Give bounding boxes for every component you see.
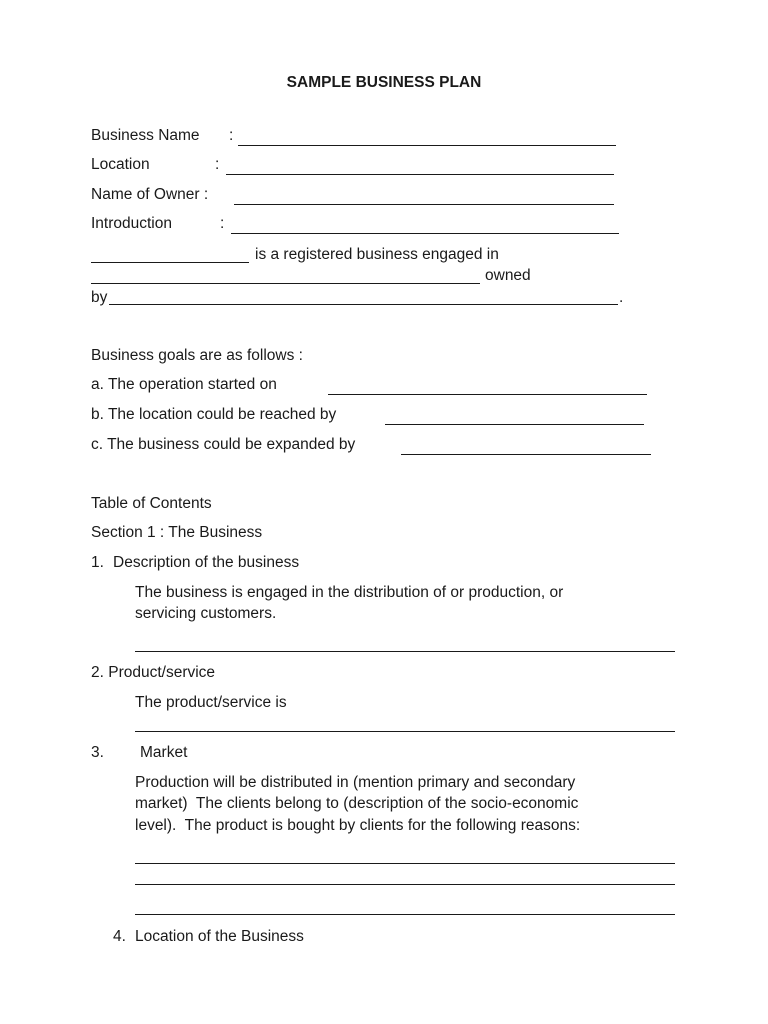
owned-by-blank[interactable] <box>109 304 618 305</box>
item-1-text-line-2: servicing customers. <box>135 605 277 622</box>
item-3-text-line-1: Production will be distributed in (mention primary and secondary <box>135 774 576 791</box>
owner-blank[interactable] <box>234 204 614 205</box>
registered-text: is a registered business engaged in <box>255 246 499 263</box>
item-4-title: Location of the Business <box>135 928 304 945</box>
item-3-blank-3[interactable] <box>135 914 675 915</box>
business-name-blank[interactable] <box>238 145 616 146</box>
goals-heading: Business goals are as follows : <box>91 347 303 364</box>
introduction-colon: : <box>220 215 225 232</box>
item-2-text: The product/service is <box>135 694 287 711</box>
item-1-text-line-1: The business is engaged in the distribution of or production, or <box>135 584 564 601</box>
item-1-number: 1. <box>91 554 104 571</box>
item-3-blank-1[interactable] <box>135 863 675 864</box>
by-text: by <box>91 289 108 306</box>
item-2-title: 2. Product/service <box>91 664 216 681</box>
business-blank[interactable] <box>91 262 249 263</box>
item-3-title: Market <box>140 744 188 761</box>
goal-c-text: c. The business could be expanded by <box>91 436 356 453</box>
business-name-colon: : <box>229 127 234 144</box>
item-1-title: Description of the business <box>113 554 300 571</box>
owned-text: owned <box>485 267 531 284</box>
section-1-heading: Section 1 : The Business <box>91 524 263 541</box>
goal-c-blank[interactable] <box>401 454 651 455</box>
location-blank[interactable] <box>226 174 614 175</box>
business-name-label: Business Name <box>91 127 200 144</box>
introduction-blank[interactable] <box>231 233 619 234</box>
goal-a-blank[interactable] <box>328 394 647 395</box>
goal-b-blank[interactable] <box>385 424 644 425</box>
document-title: SAMPLE BUSINESS PLAN <box>286 74 482 91</box>
engaged-in-blank[interactable] <box>91 283 480 284</box>
item-2-blank[interactable] <box>135 731 675 732</box>
item-4-number: 4. <box>113 928 126 945</box>
owner-label: Name of Owner : <box>91 186 209 203</box>
goal-a-text: a. The operation started on <box>91 376 277 393</box>
item-3-number: 3. <box>91 744 104 761</box>
item-3-blank-2[interactable] <box>135 884 675 885</box>
toc-heading: Table of Contents <box>91 495 212 512</box>
intro-period: . <box>619 289 624 306</box>
location-colon: : <box>215 156 220 173</box>
item-3-text-line-2: market) The clients belong to (description of the socio-economic <box>135 795 579 812</box>
location-label: Location <box>91 156 150 173</box>
item-1-blank[interactable] <box>135 651 675 652</box>
goal-b-text: b. The location could be reached by <box>91 406 337 423</box>
introduction-label: Introduction <box>91 215 172 232</box>
item-3-text-line-3: level). The product is bought by clients for the following reasons: <box>135 817 581 834</box>
